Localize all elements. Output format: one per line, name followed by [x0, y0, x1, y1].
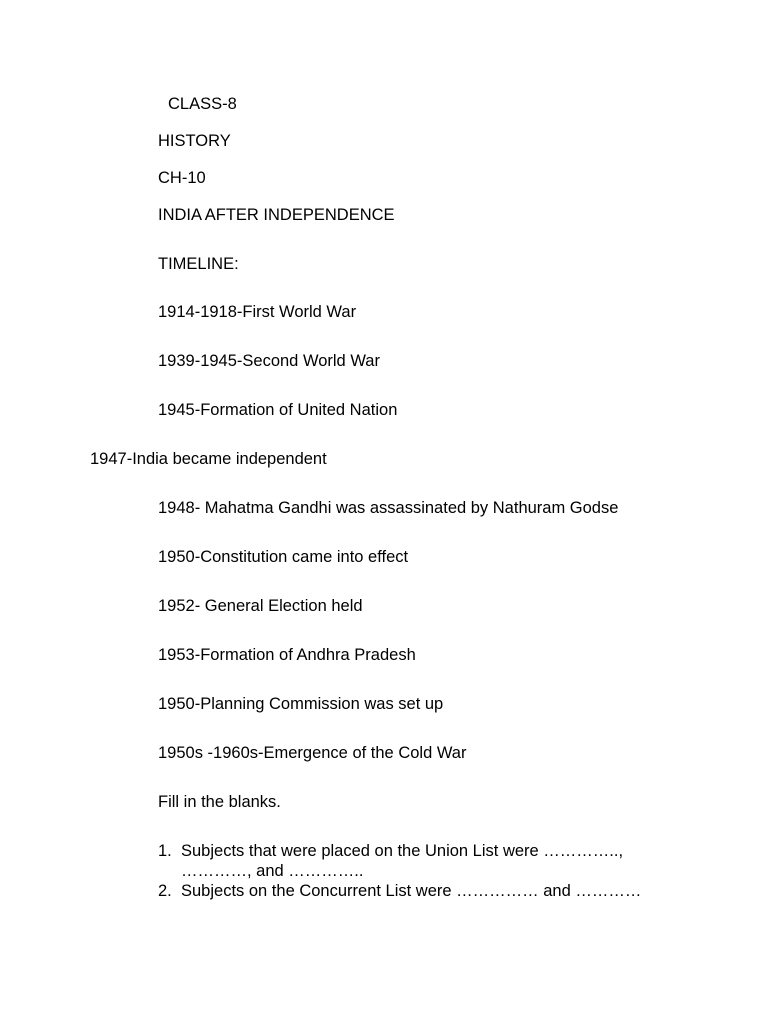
timeline-heading: TIMELINE:	[158, 255, 239, 273]
item-text: Subjects that were placed on the Union List were …………..,	[181, 842, 624, 860]
class-label: CLASS-8	[168, 95, 237, 113]
timeline-item: 1950-Constitution came into effect	[158, 548, 409, 566]
timeline-item: 1952- General Election held	[158, 597, 363, 615]
fill-blanks-list	[158, 841, 678, 901]
item-text-continued: …………, and …………..	[181, 862, 364, 880]
item-text: Subjects on the Concurrent List were …………… and …………	[181, 882, 642, 900]
list-item	[158, 841, 678, 881]
chapter-label: CH-10	[158, 169, 206, 187]
timeline-item: 1953-Formation of Andhra Pradesh	[158, 646, 416, 664]
timeline-item: 1939-1945-Second World War	[158, 352, 380, 370]
item-number: 1.	[158, 842, 172, 860]
timeline-item: 1947-India became independent	[90, 450, 327, 468]
timeline-item: 1950s -1960s-Emergence of the Cold War	[158, 744, 467, 762]
list-item	[158, 881, 678, 901]
timeline-item: 1948- Mahatma Gandhi was assassinated by Nathuram Godse	[158, 499, 619, 517]
exercise-heading: Fill in the blanks.	[158, 793, 281, 811]
timeline-item: 1945-Formation of United Nation	[158, 401, 398, 419]
subject-label: HISTORY	[158, 132, 231, 150]
timeline-item: 1950-Planning Commission was set up	[158, 695, 444, 713]
timeline-item: 1914-1918-First World War	[158, 303, 357, 321]
chapter-title: INDIA AFTER INDEPENDENCE	[158, 206, 395, 224]
item-number: 2.	[158, 882, 172, 900]
